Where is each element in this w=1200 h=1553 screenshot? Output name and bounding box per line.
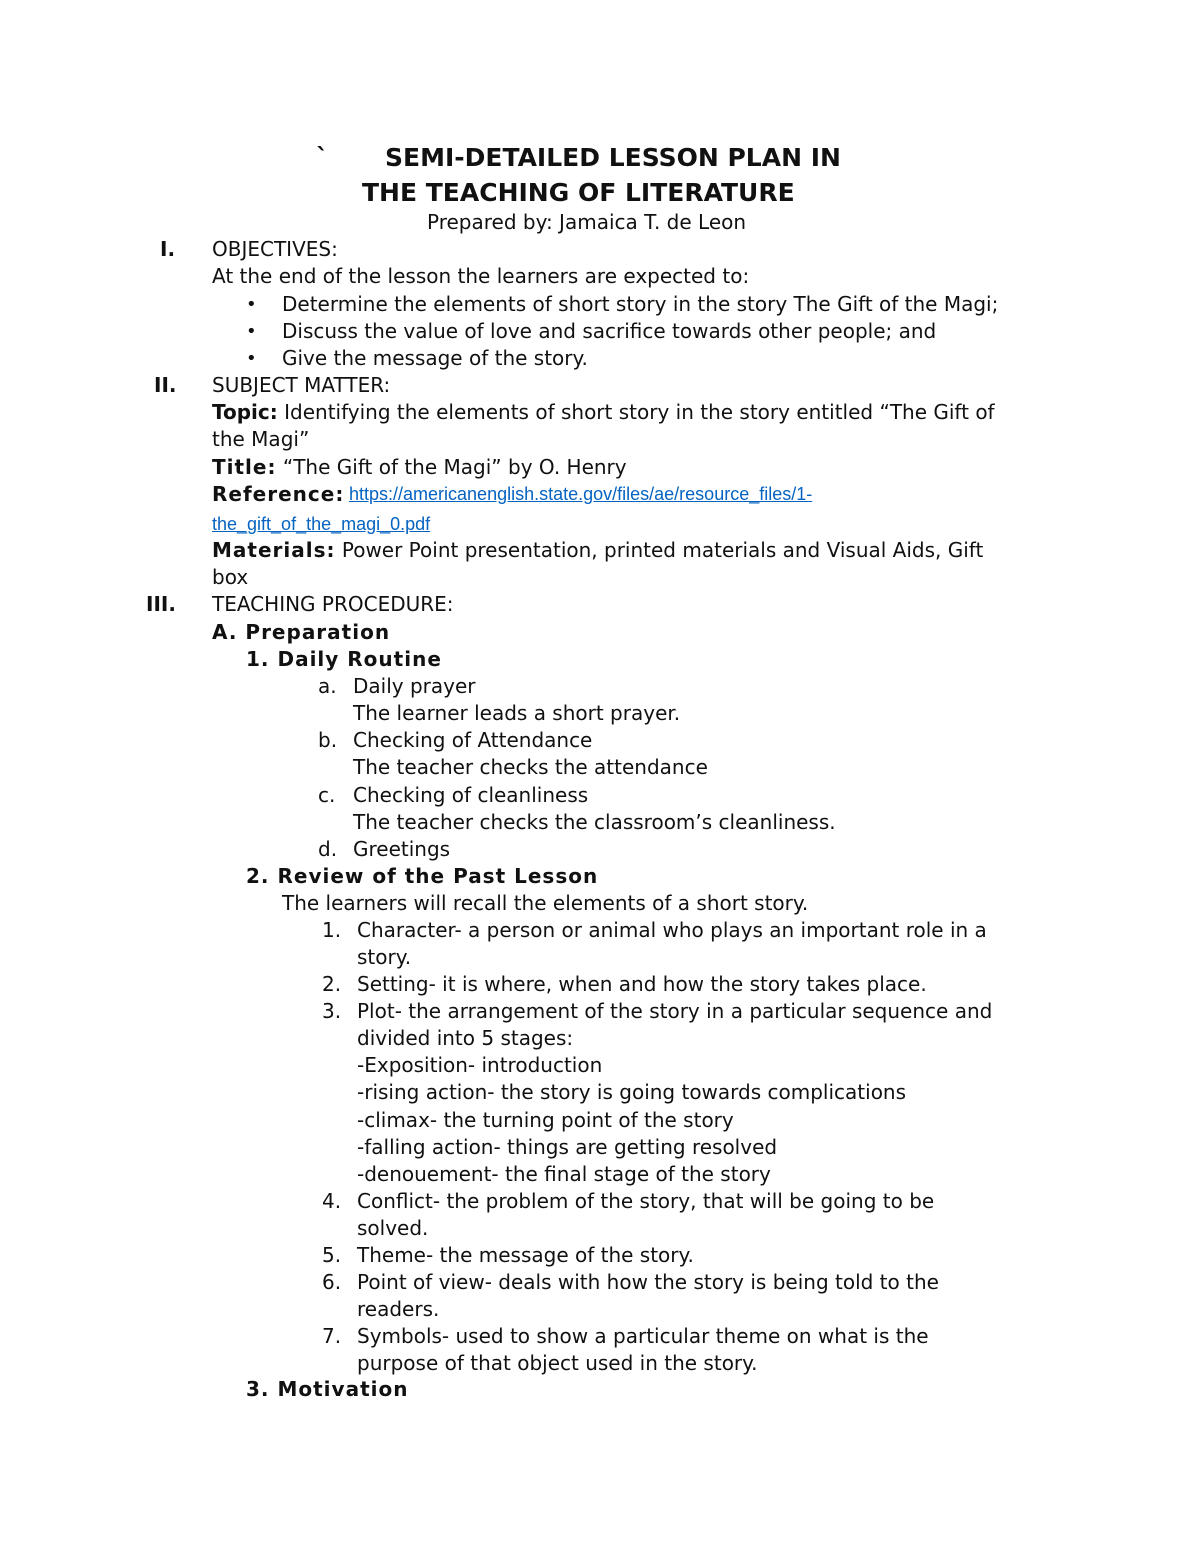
title-line-2: THE TEACHING OF LITERATURE <box>362 178 795 207</box>
prepared-by: Prepared by: Jamaica T. de Leon <box>427 210 747 234</box>
objective-item: Determine the elements of short story in the story The Gift of the Magi; <box>282 292 999 316</box>
subject-matter-numeral: II. <box>154 373 177 397</box>
reference-link-cont[interactable]: the_gift_of_the_magi_0.pdf <box>212 514 431 534</box>
backtick-mark: ` <box>316 143 329 172</box>
bullet-icon: • <box>246 321 257 342</box>
element-text: purpose of that object used in the story. <box>357 1351 758 1375</box>
element-text: -falling action- things are getting resolved <box>357 1135 778 1159</box>
title-value: “The Gift of the Magi” by O. Henry <box>282 455 627 479</box>
element-text: -rising action- the story is going towards complications <box>357 1080 907 1104</box>
bullet-icon: • <box>246 348 257 369</box>
materials-value-cont: box <box>212 565 249 589</box>
title-label: Title: <box>212 455 277 479</box>
objectives-heading: OBJECTIVES: <box>212 237 338 261</box>
element-text: readers. <box>357 1297 440 1321</box>
element-num: 7. <box>322 1324 342 1348</box>
routine-desc: The teacher checks the classroom’s cleanliness. <box>353 810 836 834</box>
element-text: story. <box>357 945 412 969</box>
procedure-numeral: III. <box>146 592 176 616</box>
routine-title: Daily prayer <box>353 674 476 698</box>
element-text: -climax- the turning point of the story <box>357 1108 734 1132</box>
objective-item: Give the message of the story. <box>282 346 588 370</box>
reference-link[interactable]: https://americanenglish.state.gov/files/ae/resource_files/1- <box>349 484 813 504</box>
routine-title: Checking of cleanliness <box>353 783 589 807</box>
element-text: Conflict- the problem of the story, that will be going to be <box>357 1189 935 1213</box>
element-text: Theme- the message of the story. <box>357 1243 694 1267</box>
subject-matter-heading: SUBJECT MATTER: <box>212 373 391 397</box>
routine-title: Greetings <box>353 837 451 861</box>
materials-label: Materials: <box>212 538 336 562</box>
element-num: 4. <box>322 1189 342 1213</box>
step-review: 2. Review of the Past Lesson <box>246 864 599 888</box>
element-text: Character- a person or animal who plays an important role in a <box>357 918 987 942</box>
routine-desc: The learner leads a short prayer. <box>353 701 681 725</box>
title-line-1: SEMI-DETAILED LESSON PLAN IN <box>385 143 841 172</box>
topic-value: Identifying the elements of short story in the story entitled “The Gift of <box>284 400 995 424</box>
element-num: 5. <box>322 1243 342 1267</box>
objective-item: Discuss the value of love and sacrifice towards other people; and <box>282 319 937 343</box>
element-num: 3. <box>322 999 342 1023</box>
routine-letter: d. <box>318 837 338 861</box>
objectives-numeral: I. <box>160 237 176 261</box>
step-daily-routine: 1. Daily Routine <box>246 647 442 671</box>
review-intro: The learners will recall the elements of a short story. <box>282 891 809 915</box>
element-text: Setting- it is where, when and how the story takes place. <box>357 972 927 996</box>
materials-value: Power Point presentation, printed materials and Visual Aids, Gift <box>341 538 984 562</box>
objectives-intro: At the end of the lesson the learners are expected to: <box>212 264 750 288</box>
element-text: Symbols- used to show a particular theme on what is the <box>357 1324 929 1348</box>
routine-letter: c. <box>318 783 336 807</box>
routine-letter: a. <box>318 674 337 698</box>
element-text: -Exposition- introduction <box>357 1053 603 1077</box>
element-num: 1. <box>322 918 342 942</box>
routine-letter: b. <box>318 728 338 752</box>
materials-line <box>212 537 983 564</box>
element-text: solved. <box>357 1216 429 1240</box>
procedure-heading: TEACHING PROCEDURE: <box>212 592 454 616</box>
title-line <box>212 454 627 481</box>
element-num: 6. <box>322 1270 342 1294</box>
element-text: divided into 5 stages: <box>357 1026 574 1050</box>
section-preparation: A. Preparation <box>212 620 391 644</box>
element-text: -denouement- the final stage of the story <box>357 1162 771 1186</box>
topic-label: Topic: <box>212 400 278 424</box>
bullet-icon: • <box>246 294 257 315</box>
step-motivation: 3. Motivation <box>246 1377 409 1401</box>
element-text: Point of view- deals with how the story is being told to the <box>357 1270 939 1294</box>
element-text: Plot- the arrangement of the story in a particular sequence and <box>357 999 993 1023</box>
reference-label: Reference: <box>212 482 345 506</box>
topic-value-cont: the Magi” <box>212 427 310 451</box>
topic-line <box>212 399 995 426</box>
routine-desc: The teacher checks the attendance <box>353 755 708 779</box>
element-num: 2. <box>322 972 342 996</box>
routine-title: Checking of Attendance <box>353 728 593 752</box>
